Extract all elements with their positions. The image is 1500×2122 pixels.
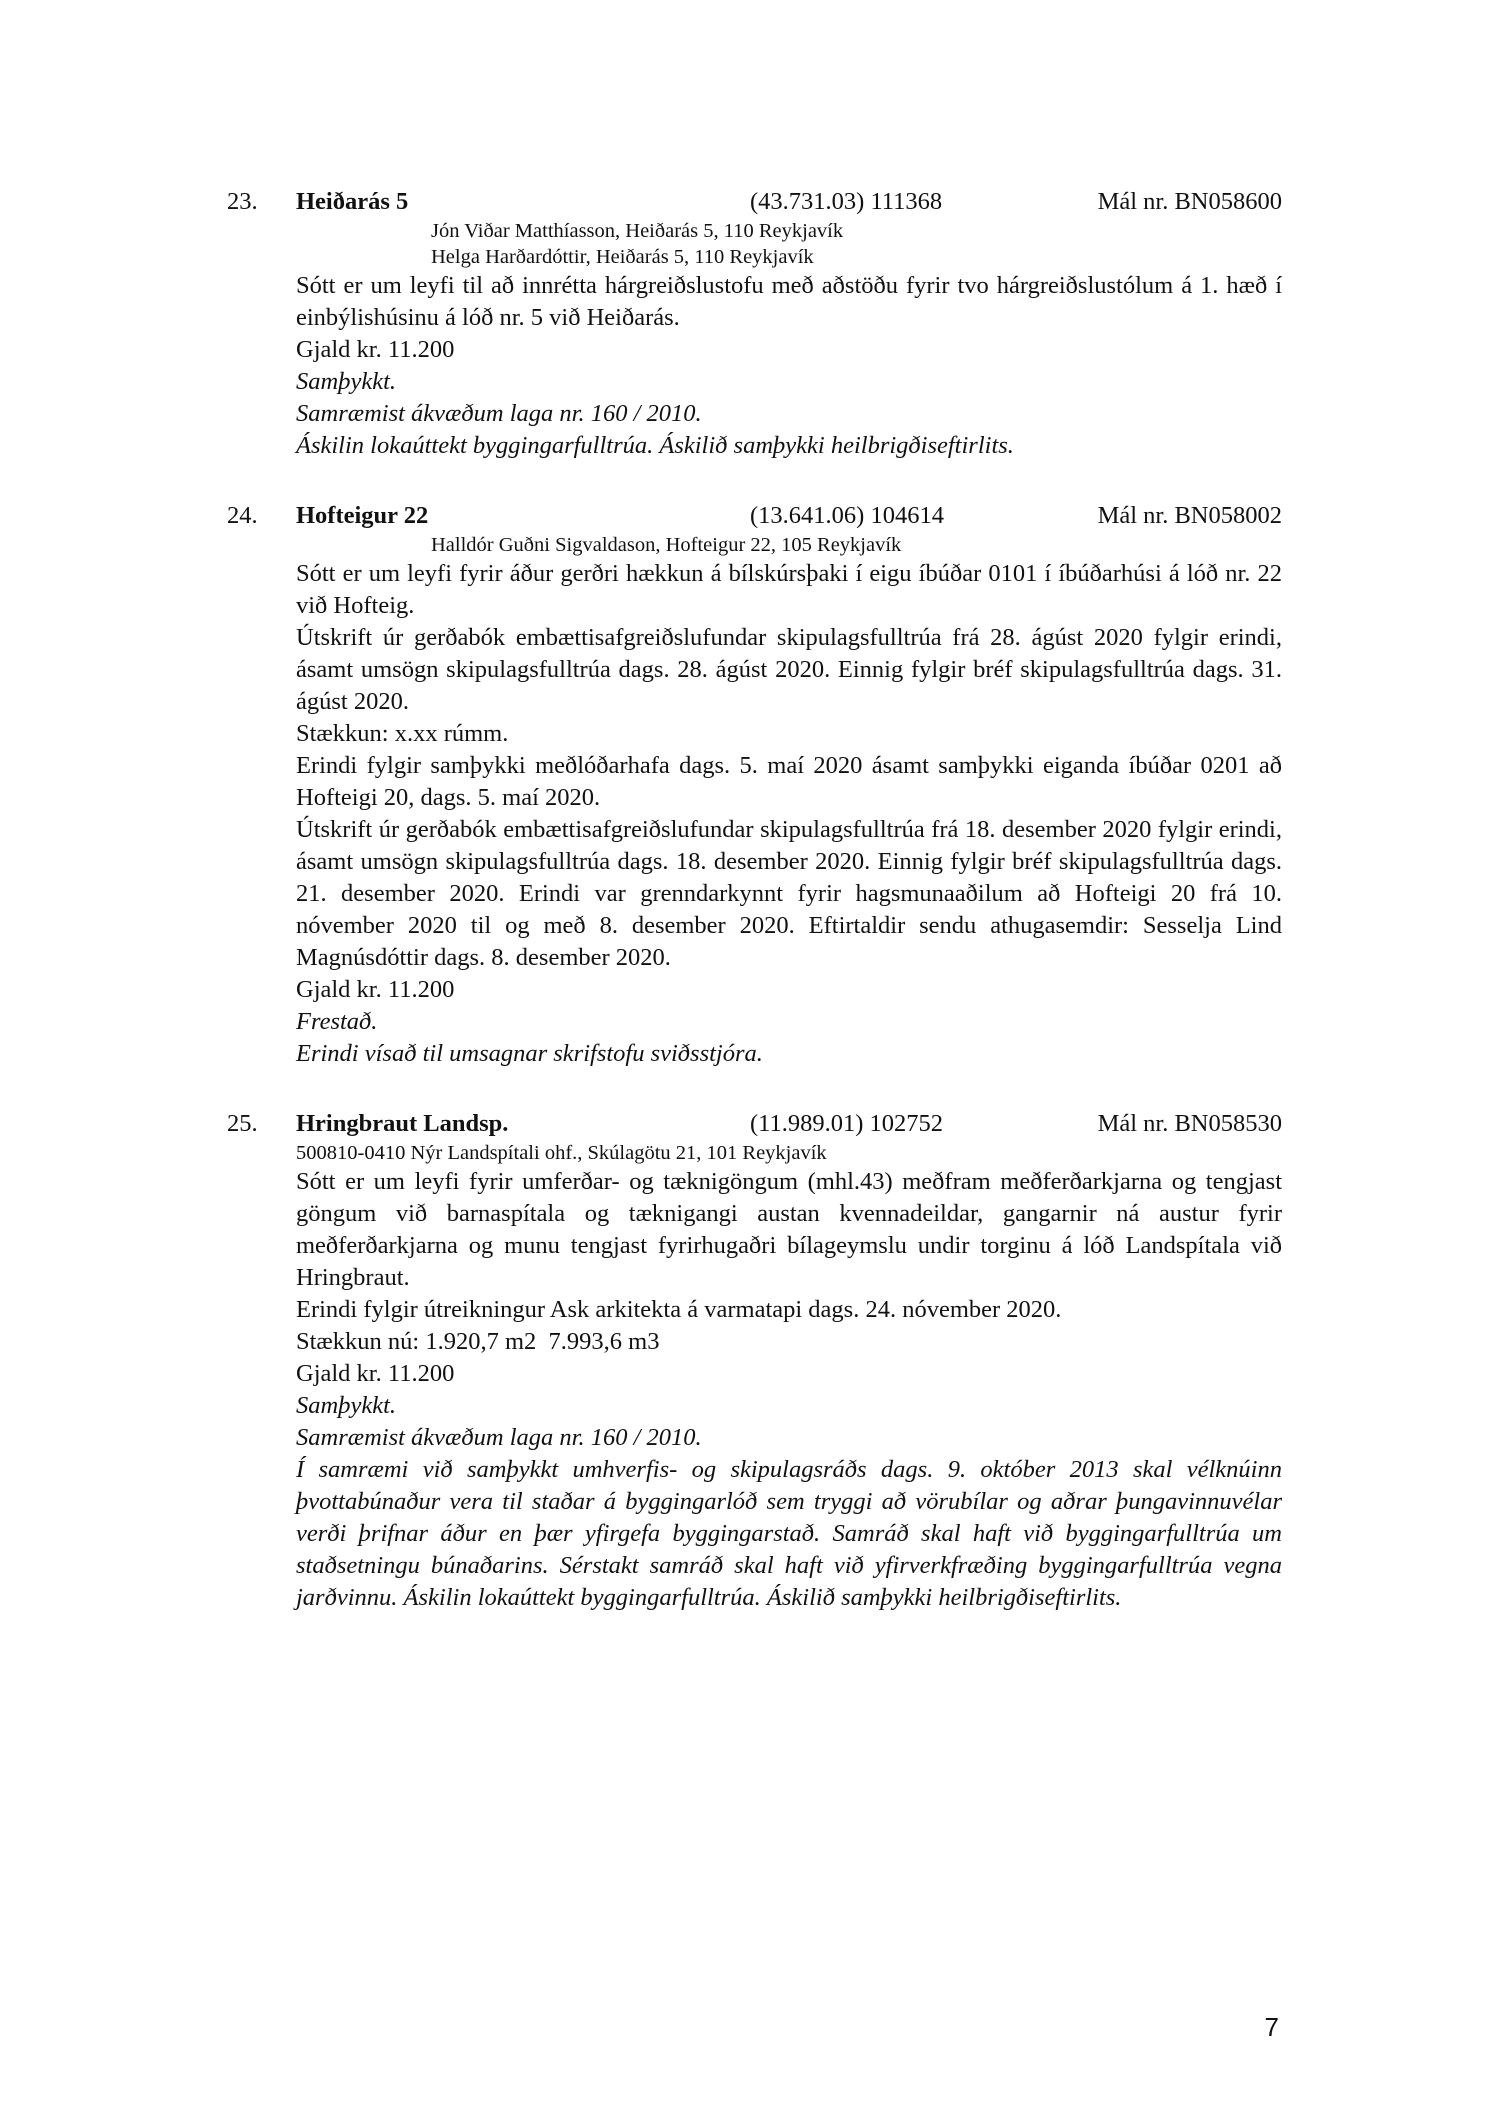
case-address: Hringbraut Landsp. (296, 1110, 509, 1137)
case-body (296, 218, 1282, 462)
decision-line: Samþykkt. (296, 1392, 396, 1419)
case-text: Erindi fylgir útreikningur Ask arkitekta á varmatapi dags. 24. nóvember 2020. (296, 1296, 1062, 1323)
case-number: 23. (227, 188, 258, 215)
case-text: Sótt er um leyfi til að innrétta hárgreiðslustofu með aðstöðu fyrir tvo hárgreiðslustólum á 1. hæð í einbýlishúsinu á lóð nr. 5 við Heiðarás. (296, 272, 1282, 331)
case-number-ref: Mál nr. BN058600 (1097, 188, 1282, 215)
case-entry (227, 186, 1282, 462)
decision-line: Samræmist ákvæðum laga nr. 160 / 2010. (296, 400, 702, 427)
case-lot-id: (13.641.06) 104614 (750, 502, 944, 529)
case-text: Sótt er um leyfi fyrir umferðar- og tæknigöngum (mhl.43) meðfram meðferðarkjarna og tengjast göngum við barnaspítala og tæknigangi austan kvennadeildar, gangarnir ná austur fyrir meðferðarkjarna og munu tengjast fyrirhugaðri bílageymslu undir torginu á lóð Landspítala við Hringbraut. (296, 1168, 1282, 1291)
case-body (296, 1140, 1282, 1614)
decision-line: Samþykkt. (296, 368, 396, 395)
case-address: Heiðarás 5 (296, 188, 409, 215)
case-text: Sótt er um leyfi fyrir áður gerðri hækkun á bílskúrsþaki í eigu íbúðar 0101 í íbúðarhúsi á lóð nr. 22 við Hofteig. (296, 560, 1282, 619)
applicant-line: Jón Viðar Matthíasson, Heiðarás 5, 110 Reykjavík (431, 220, 844, 242)
decision-line: Í samræmi við samþykkt umhverfis- og skipulagsráðs dags. 9. október 2013 skal vélknúinn þvottabúnaður vera til staðar á byggingarlóð sem tryggi að vörubílar og aðrar þungavinnuvélar verði þrifnar áður en þær yfirgefa byggingarstað. Samráð skal haft við byggingarfulltrúa um staðsetningu búnaðarins. Sérstakt samráð skal haft við yfirverkfræðing byggingarfulltrúa vegna jarðvinnu. Áskilin lokaúttekt byggingarfulltrúa. Áskilið samþykki heilbrigðiseftirlits. (296, 1456, 1282, 1611)
case-fee: Gjald kr. 11.200 (296, 1360, 455, 1387)
applicant-line: Halldór Guðni Sigvaldason, Hofteigur 22, 105 Reykjavík (431, 534, 902, 556)
case-text: Erindi fylgir samþykki meðlóðarhafa dags. 5. maí 2020 ásamt samþykki eiganda íbúðar 0201 að Hofteigi 20, dags. 5. maí 2020. (296, 752, 1282, 811)
decision-line: Samræmist ákvæðum laga nr. 160 / 2010. (296, 1424, 702, 1451)
case-header (227, 186, 1282, 218)
page-number: 7 (1264, 2012, 1279, 2042)
case-address: Hofteigur 22 (296, 502, 429, 529)
case-number: 25. (227, 1110, 258, 1137)
decision-line: Frestað. (296, 1008, 378, 1035)
case-text: Útskrift úr gerðabók embættisafgreiðslufundar skipulagsfulltrúa frá 28. ágúst 2020 fylgir erindi, ásamt umsögn skipulagsfulltrúa dags. 28. ágúst 2020. Einnig fylgir bréf skipulagsfulltrúa dags. 31. ágúst 2020. (296, 624, 1282, 715)
case-entry (227, 1108, 1282, 1614)
decision-line: Erindi vísað til umsagnar skrifstofu sviðsstjóra. (296, 1040, 763, 1067)
case-number-ref: Mál nr. BN058530 (1097, 1110, 1282, 1137)
case-header (227, 500, 1282, 532)
case-number-ref: Mál nr. BN058002 (1097, 502, 1282, 529)
case-header (227, 1108, 1282, 1140)
case-lot-id: (11.989.01) 102752 (750, 1110, 944, 1137)
case-body (296, 532, 1282, 1070)
case-entry (227, 500, 1282, 1070)
case-lot-id: (43.731.03) 111368 (750, 188, 943, 215)
case-fee: Gjald kr. 11.200 (296, 336, 455, 363)
case-fee: Gjald kr. 11.200 (296, 976, 455, 1003)
case-text: Stækkun nú: 1.920,7 m2 7.993,6 m3 (296, 1328, 660, 1355)
case-text: Stækkun: x.xx rúmm. (296, 720, 509, 747)
case-text: Útskrift úr gerðabók embættisafgreiðslufundar skipulagsfulltrúa frá 18. desember 2020 fylgir erindi, ásamt umsögn skipulagsfulltrúa dags. 18. desember 2020. Einnig fylgir bréf skipulagsfulltrúa dags. 21. desember 2020. Erindi var grenndarkynnt fyrir hagsmunaaðilum að Hofteigi 20 frá 10. nóvember 2020 til og með 8. desember 2020. Eftirtaldir sendu athugasemdir: Sesselja Lind Magnúsdóttir dags. 8. desember 2020. (296, 816, 1282, 971)
applicant-line: 500810-0410 Nýr Landspítali ohf., Skúlagötu 21, 101 Reykjavík (296, 1142, 827, 1164)
case-number: 24. (227, 502, 258, 529)
decision-line: Áskilin lokaúttekt byggingarfulltrúa. Áskilið samþykki heilbrigðiseftirlits. (296, 432, 1014, 459)
applicant-line: Helga Harðardóttir, Heiðarás 5, 110 Reykjavík (431, 246, 814, 268)
